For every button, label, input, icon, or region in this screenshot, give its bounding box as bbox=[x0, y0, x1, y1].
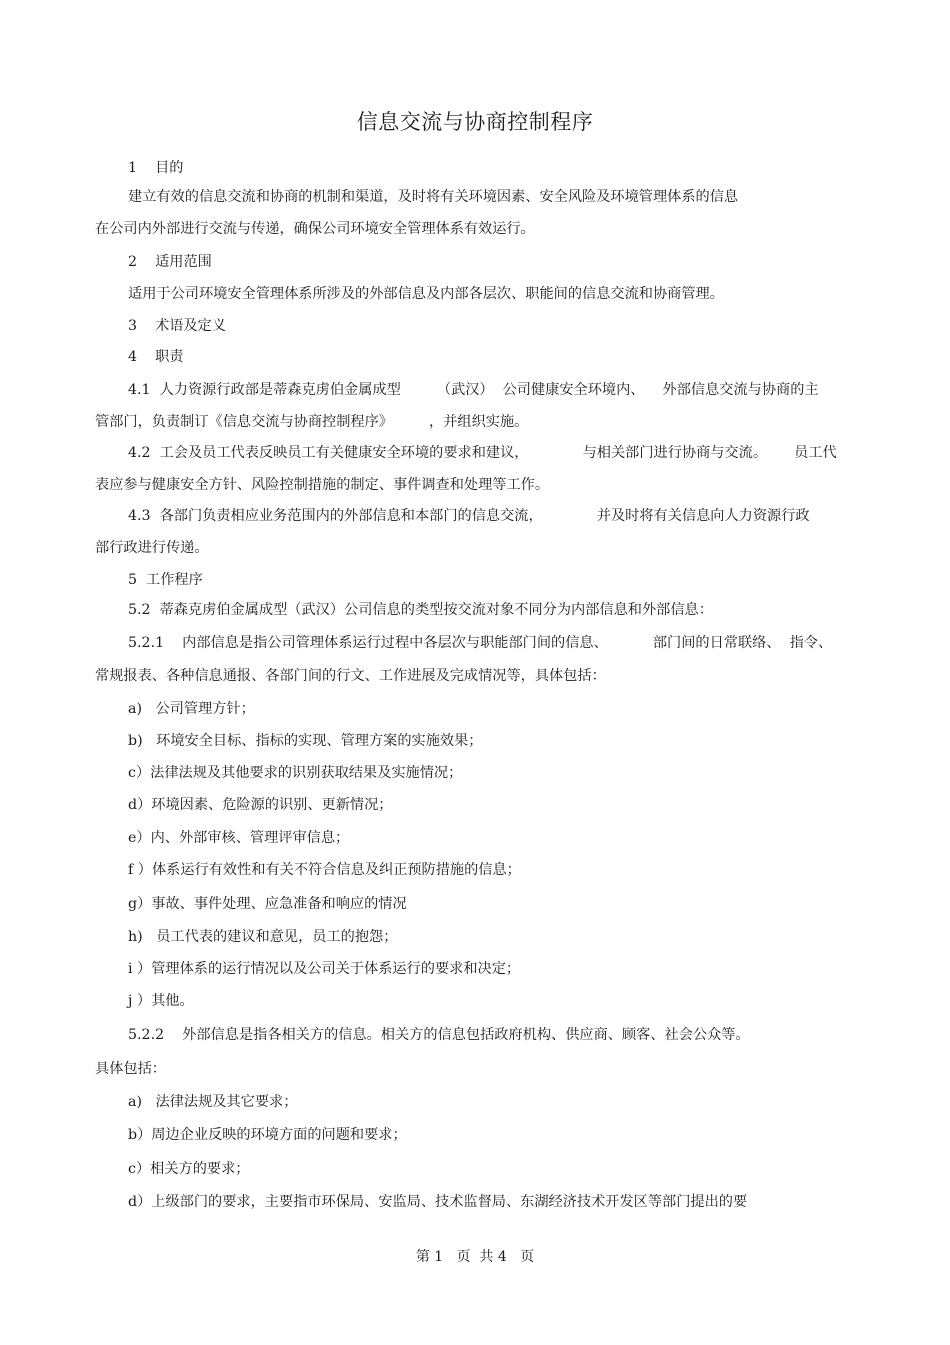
paragraph-line: 具体包括： bbox=[95, 1061, 166, 1077]
list-item: c）法律法规及其他要求的识别获取结果及实施情况； bbox=[128, 765, 463, 781]
paragraph-line: 表应参与健康安全方针、风险控制措施的制定、事件调查和处理等工作。 bbox=[95, 477, 550, 493]
paragraph-line: 5.2 蒂森克虏伯金属成型（武汉）公司信息的类型按交流对象不同分为内部信息和外部信息： bbox=[128, 602, 713, 618]
section-heading-procedure: 5 工作程序 bbox=[128, 572, 203, 588]
list-item: j ）其他。 bbox=[128, 993, 194, 1009]
paragraph-line: 部行政进行传递。 bbox=[95, 540, 209, 556]
paragraph-line: 在公司内外部进行交流与传递，确保公司环境安全管理体系有效运行。 bbox=[95, 221, 535, 237]
document-title: 信息交流与协商控制程序 bbox=[356, 110, 594, 134]
list-item: d）环境因素、危险源的识别、更新情况； bbox=[128, 797, 393, 813]
paragraph-line: 4.2 工会及员工代表反映员工有关健康安全环境的要求和建议， 与相关部门进行协商与交流。 员工代 bbox=[128, 445, 837, 461]
list-item: b) 环境安全目标、指标的实现、管理方案的实施效果； bbox=[128, 733, 483, 749]
section-heading-terms: 3 术语及定义 bbox=[128, 318, 227, 334]
section-heading-purpose: 1 目的 bbox=[128, 160, 184, 176]
paragraph-line: 4.3 各部门负责相应业务范围内的外部信息和本部门的信息交流， 并及时将有关信息向人力资源行政 bbox=[128, 508, 810, 524]
section-heading-duties: 4 职责 bbox=[128, 349, 184, 365]
list-item: h) 员工代表的建议和意见，员工的抱怨； bbox=[128, 929, 398, 945]
paragraph-line: 管部门，负责制订《信息交流与协商控制程序》 ，并组织实施。 bbox=[95, 414, 529, 430]
paragraph-line: 4.1 人力资源行政部是蒂森克虏伯金属成型 （武汉） 公司健康安全环境内、 外部信息交流与协商的主 bbox=[128, 382, 819, 398]
section-heading-scope: 2 适用范围 bbox=[128, 254, 212, 270]
list-item: c）相关方的要求； bbox=[128, 1161, 250, 1177]
page-footer: 第 1 页 共 4 页 bbox=[415, 1249, 535, 1265]
paragraph-line: 适用于公司环境安全管理体系所涉及的外部信息及内部各层次、职能间的信息交流和协商管理。 bbox=[128, 286, 724, 302]
list-item: i ）管理体系的运行情况以及公司关于体系运行的要求和决定； bbox=[128, 961, 521, 977]
list-item: g）事故、事件处理、应急准备和响应的情况 bbox=[128, 896, 407, 912]
list-item: f ）体系运行有效性和有关不符合信息及纠正预防措施的信息； bbox=[128, 862, 521, 878]
list-item: a) 法律法规及其它要求； bbox=[128, 1094, 298, 1110]
list-item: b）周边企业反映的环境方面的问题和要求； bbox=[128, 1127, 407, 1143]
paragraph-line: 建立有效的信息交流和协商的机制和渠道，及时将有关环境因素、安全风险及环境管理体系的信息 bbox=[128, 189, 739, 205]
list-item: a) 公司管理方针； bbox=[128, 701, 255, 717]
list-item: e）内、外部审核、管理评审信息； bbox=[128, 830, 350, 846]
list-item: d）上级部门的要求，主要指市环保局、安监局、技术监督局、东湖经济技术开发区等部门提出的要 bbox=[128, 1194, 748, 1210]
paragraph-line: 5.2.2 外部信息是指各相关方的信息。相关方的信息包括政府机构、供应商、顾客、社会公众等。 bbox=[128, 1027, 750, 1043]
paragraph-line: 5.2.1 内部信息是指公司管理体系运行过程中各层次与职能部门间的信息、 部门间的日常联络、 指令、 bbox=[128, 635, 833, 651]
paragraph-line: 常规报表、各种信息通报、各部门间的行文、工作进展及完成情况等，具体包括： bbox=[95, 668, 606, 684]
